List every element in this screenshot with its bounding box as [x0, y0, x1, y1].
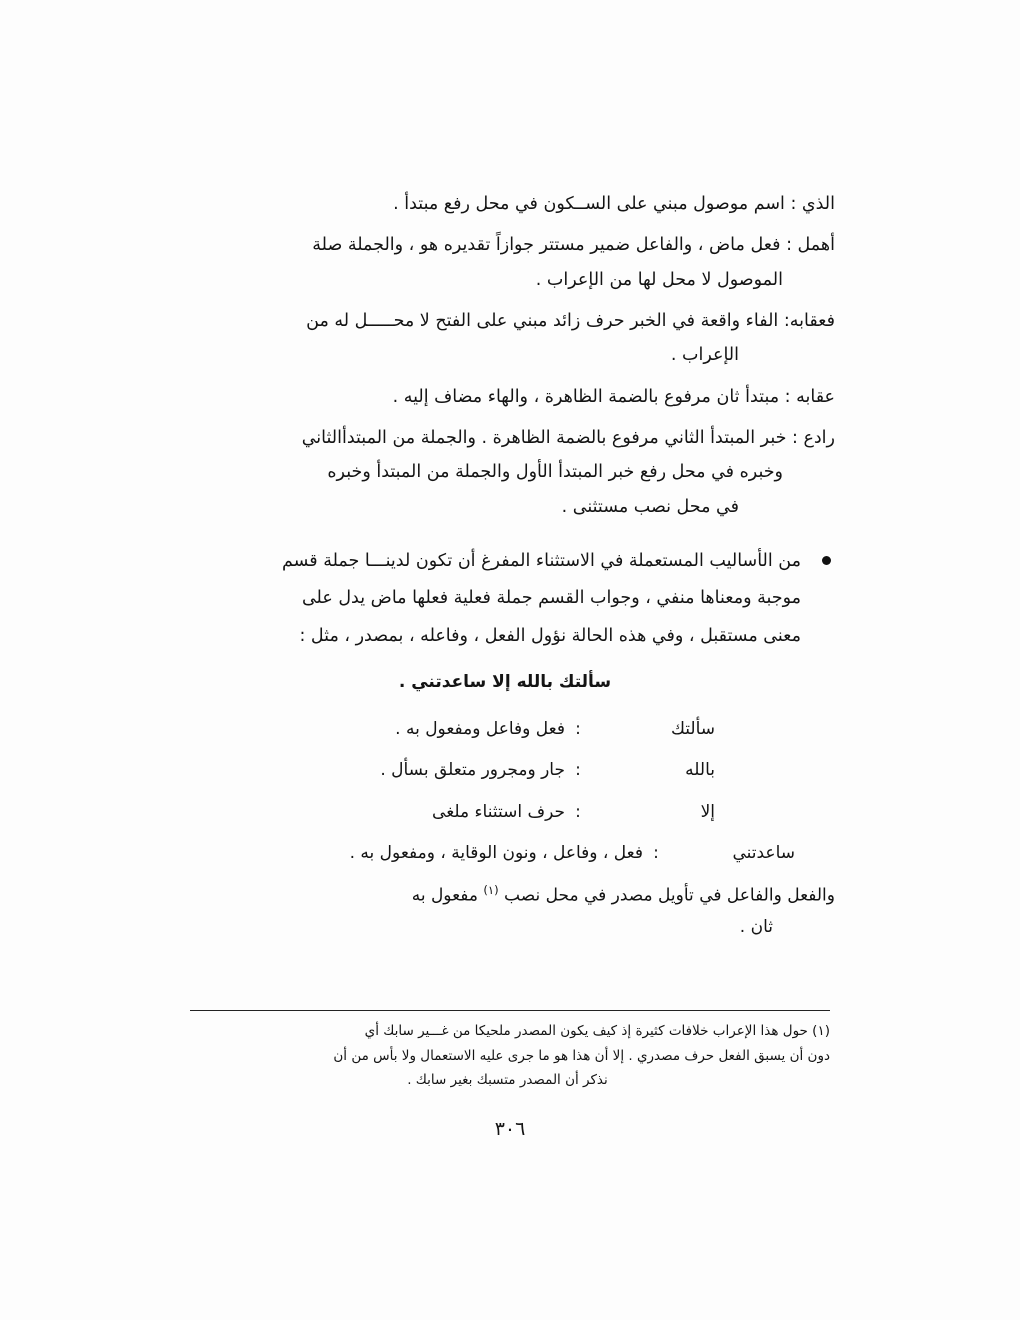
gloss-row-saadtani: [175, 840, 835, 867]
page-number: ٣٠٦: [494, 1118, 526, 1140]
gloss-definition: جار ومجرور متعلق بسأل .: [380, 760, 565, 781]
tail-line-2: ثان .: [739, 916, 773, 937]
gloss-row-billah: [175, 757, 835, 784]
entry-radi-line2: وخبره في محل رفع خبر المبتدأ الأول والجملة من المبتدأ وخبره: [327, 462, 783, 483]
tail-text-b: مفعول به: [411, 885, 478, 906]
footnote-line-3: نذكر أن المصدر متسبك بغير سابك .: [407, 1072, 608, 1089]
entry-iqabuhu: عقابه : مبتدأ ثان مرفوع بالضمة الظاهرة ، والهاء مضاف إليه .: [392, 386, 835, 407]
gloss-colon: :: [575, 801, 581, 822]
bullet-line-2: موجبة ومعناها منفي ، وجواب القسم جملة فعلية فعلها ماض يدل على: [301, 588, 801, 609]
gloss-colon: :: [575, 719, 581, 740]
gloss-term: ساعدتني: [732, 842, 795, 863]
footnote-line-1: (١) حول هذا الإعراب خلافات كثيرة إذ كيف يكون المصدر ملحيكا من غـــير سابك أي: [364, 1023, 830, 1039]
footnote-block: [185, 1020, 830, 1094]
gloss-term: إلا: [700, 801, 715, 822]
entry-radi-line1: رادع : خبر المبتدأ الثاني مرفوع بالضمة الظاهرة . والجملة من المبتدأالثاني: [301, 428, 835, 449]
gloss-colon: :: [653, 842, 659, 863]
gloss-colon: :: [575, 760, 581, 781]
tail-text-a: والفعل والفاعل في تأويل مصدر في محل نصب: [504, 885, 835, 906]
bullet-dot-icon: [822, 556, 831, 565]
entry-faiqabuhu-line2: الإعراب .: [670, 345, 739, 366]
entry-radi-line3: في محل نصب مستثنى .: [561, 496, 739, 517]
page-body: [175, 190, 835, 941]
gloss-definition: فعل ، وفاعل ، ونون الوقاية ، ومفعول به .: [349, 842, 643, 863]
entry-alladhi: الذي : اسم موصول مبني على الســكون في محل رفع مبتدأ .: [393, 194, 835, 214]
entry-faiqabuhu-line1: فعقابه: الفاء واقعة في الخبر حرف زائد مبني على الفتح لا محـــــل له من: [306, 311, 835, 332]
gloss-row-saaltuka: [175, 716, 835, 743]
tail-line-1: [175, 881, 835, 910]
entry-radi: [175, 424, 835, 521]
gloss-definition: فعل وفاعل ومفعول به .: [395, 719, 565, 740]
gloss-row-illa: [175, 799, 835, 826]
entry-ahmala-line1: أهمل : فعل ماض ، والفاعل ضمير مستتر جوازاً تقديره هو ، والجملة صلة: [312, 235, 835, 256]
gloss-term: سألتك: [670, 719, 715, 740]
entry-ahmala: [175, 231, 835, 294]
example-sentence: سألتك بالله إلا ساعدتني .: [398, 672, 612, 693]
entry-faiqabuhu: [175, 307, 835, 370]
gloss-term: بالله: [685, 760, 715, 781]
footnote-divider: [190, 1010, 830, 1011]
footnote-line-2: دون أن يسبق الفعل حرف مصدري . إلا أن هذا هو ما جرى عليه الاستعمال ولا بأس من أن: [333, 1047, 830, 1064]
bullet-line-3: معنى مستقبل ، وفي هذه الحالة نؤول الفعل ، وفاعله ، بمصدر ، مثل :: [299, 625, 801, 646]
bullet-paragraph: [175, 547, 835, 650]
bullet-line-1: من الأساليب المستعملة في الاستثناء المفرغ أن تكون لدينـــا جملة قسم: [282, 551, 801, 572]
gloss-definition: حرف استثناء ملغى: [432, 801, 565, 822]
entry-ahmala-line2: الموصول لا محل لها من الإعراب .: [535, 269, 783, 290]
footnote-marker: (١): [483, 882, 499, 897]
